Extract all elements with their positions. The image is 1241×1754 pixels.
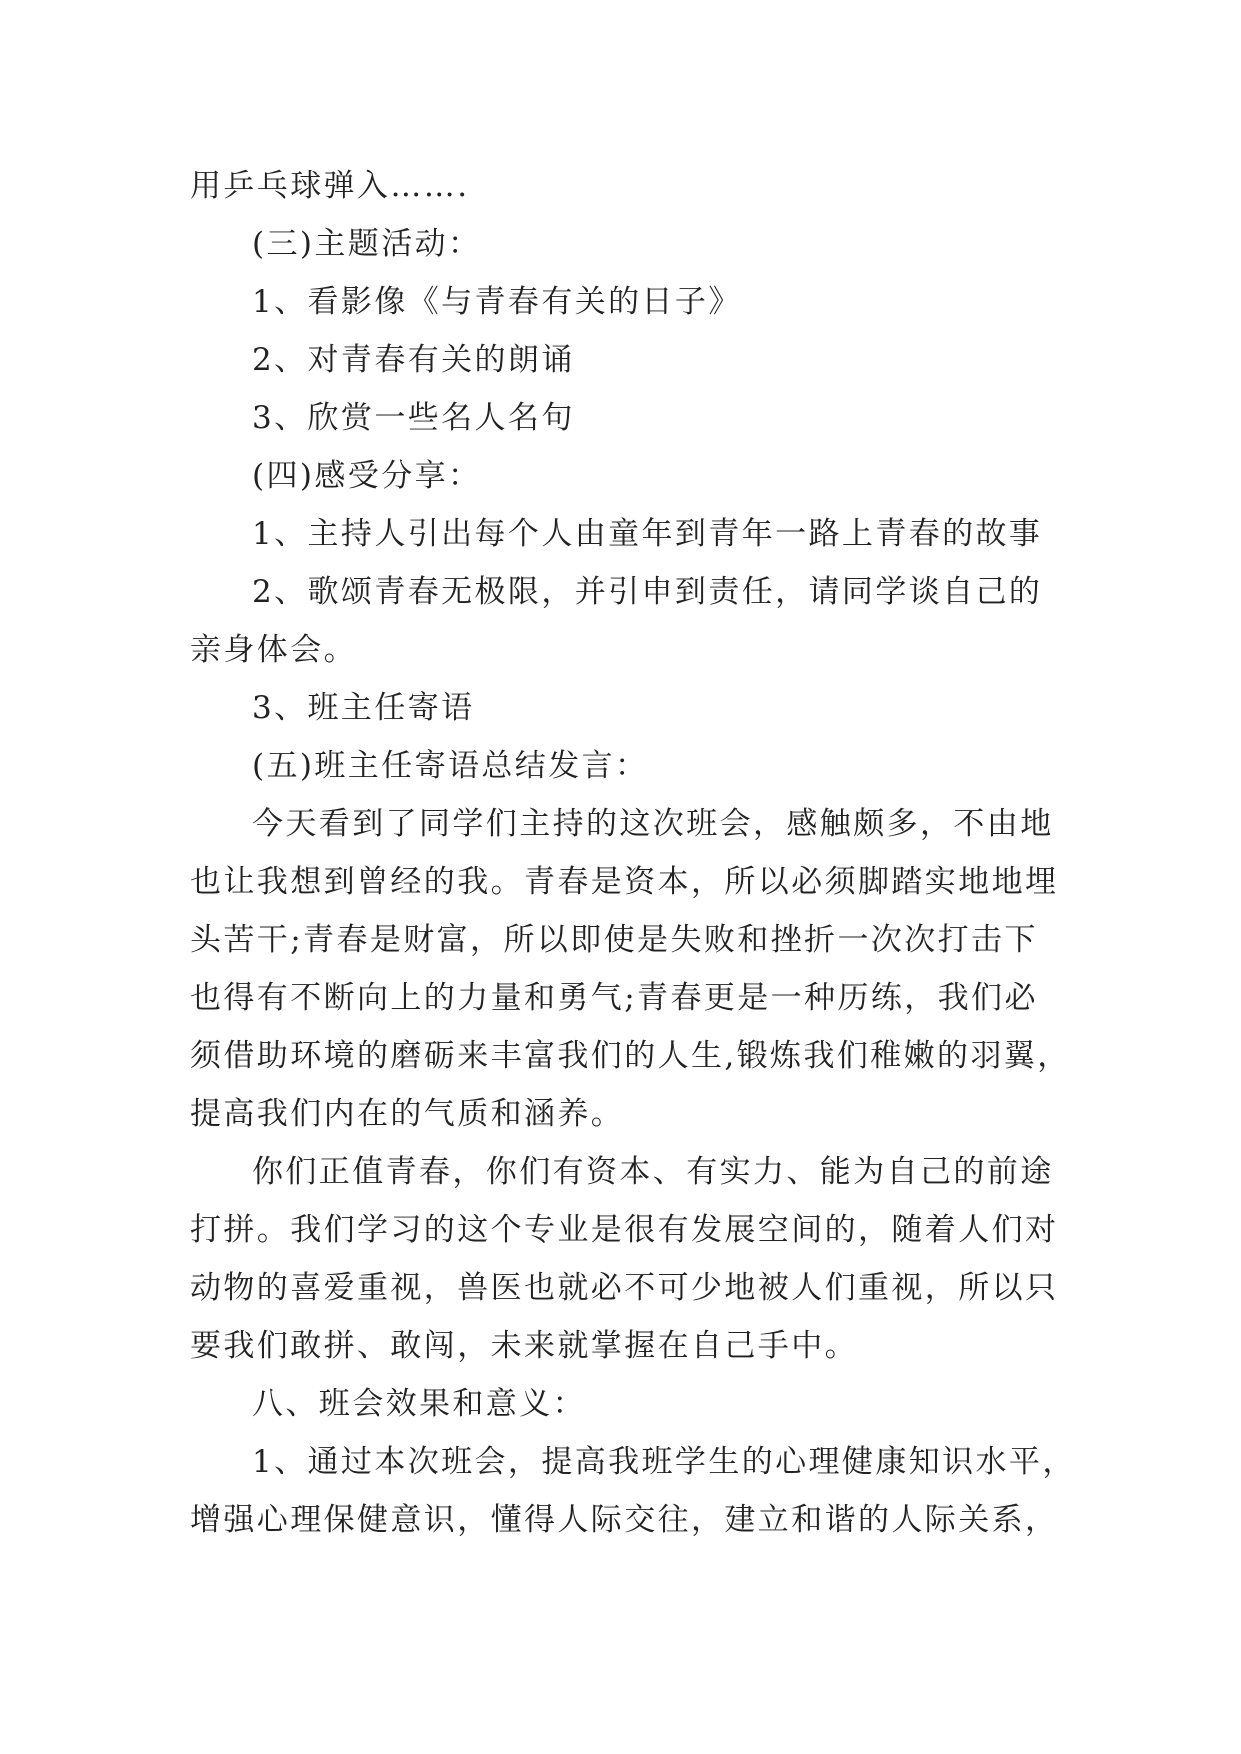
- paragraph-line: 打拼。我们学习的这个专业是很有发展空间的，随着人们对: [190, 1212, 1059, 1248]
- list-item: 2、对青春有关的朗诵: [252, 342, 575, 378]
- list-item: 2、歌颂青春无极限，并引申到责任，请同学谈自己的: [252, 574, 1043, 610]
- paragraph-line: 也得有不断向上的力量和勇气;青春更是一种历练，我们必: [190, 980, 1038, 1016]
- list-item: 1、主持人引出每个人由童年到青年一路上青春的故事: [252, 516, 1043, 552]
- section-heading: (四)感受分享：: [252, 458, 482, 494]
- paragraph-line: 头苦干;青春是财富，所以即使是失败和挫折一次次打击下: [190, 922, 1038, 958]
- paragraph-line: 也让我想到曾经的我。青春是资本，所以必须脚踏实地地埋: [190, 864, 1059, 900]
- paragraph-line: 动物的喜爱重视，兽医也就必不可少地被人们重视，所以只: [190, 1270, 1059, 1306]
- list-item: 3、欣赏一些名人名句: [252, 400, 575, 436]
- paragraph-line: 须借助环境的磨砺来丰富我们的人生,锻炼我们稚嫩的羽翼，: [190, 1038, 1071, 1074]
- section-heading: 八、班会效果和意义：: [252, 1386, 586, 1422]
- list-item: 3、班主任寄语: [252, 690, 475, 726]
- paragraph-line: 你们正值青春，你们有资本、有实力、能为自己的前途: [252, 1154, 1054, 1190]
- list-item: 1、看影像《与青春有关的日子》: [252, 284, 742, 320]
- paragraph-line: 要我们敢拼、敢闯，未来就掌握在自己手中。: [190, 1328, 858, 1364]
- section-heading: (三)主题活动：: [252, 226, 482, 262]
- paragraph-line: 今天看到了同学们主持的这次班会，感触颇多，不由地: [252, 806, 1054, 842]
- list-item: 1、通过本次班会，提高我班学生的心理健康知识水平，: [252, 1444, 1076, 1480]
- paragraph-line: 提高我们内在的气质和涵养。: [190, 1096, 625, 1132]
- paragraph-line: 增强心理保健意识，懂得人际交往，建立和谐的人际关系，: [190, 1502, 1059, 1538]
- text-line: 亲身体会。: [190, 632, 357, 668]
- section-heading: (五)班主任寄语总结发言：: [252, 748, 649, 784]
- text-line: 用乒乓球弹入…….: [190, 168, 470, 204]
